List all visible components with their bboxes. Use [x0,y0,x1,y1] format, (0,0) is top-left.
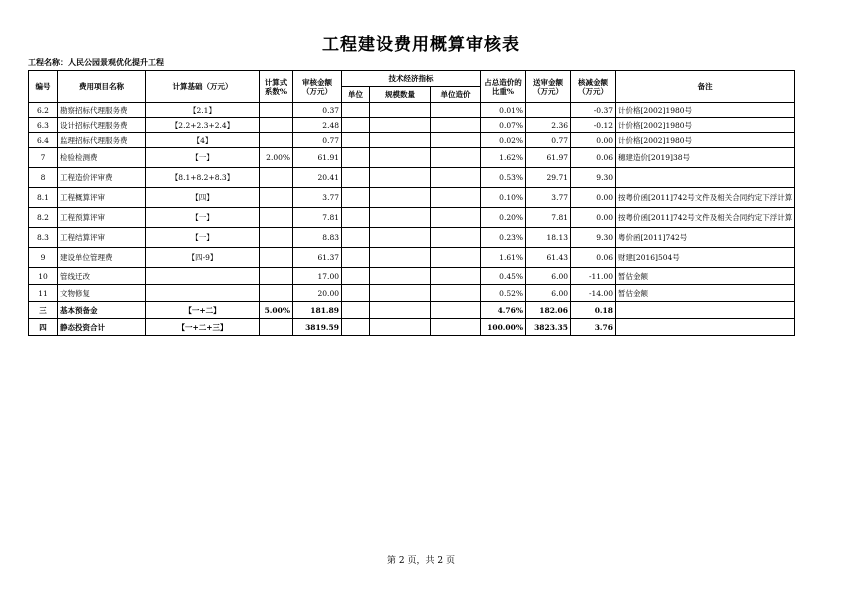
cell-audited: 3819.59 [293,319,342,336]
cell-ratio: 4.76% [481,302,526,319]
header-remark: 备注 [616,71,795,103]
cell-remark [616,168,795,188]
table-row [29,118,795,133]
cell-unit-cost [431,188,481,208]
cell-rate: 2.00% [260,148,293,168]
cell-ratio: 0.45% [481,268,526,285]
cell-rate [260,168,293,188]
cell-basis: 【4】 [146,133,260,148]
cell-remark: 计价格[2002]1980号 [616,133,795,148]
table-row [29,168,795,188]
cell-submitted: 29.71 [526,168,571,188]
cell-scale [370,268,431,285]
cell-rate [260,228,293,248]
cell-scale [370,168,431,188]
sheet-title: 工程建设费用概算审核表 [322,35,520,55]
cell-audited: 0.77 [293,133,342,148]
cell-diff: -11.00 [571,268,616,285]
cell-unit [342,148,370,168]
cell-audited: 3.77 [293,188,342,208]
cell-no: 8 [29,168,58,188]
cell-unit-cost [431,133,481,148]
header-tech: 技术经济指标 [342,71,481,87]
header-unit: 单位 [342,87,370,103]
cell-no: 四 [29,319,58,336]
header-audited: 审核金额（万元） [293,71,342,103]
cell-unit [342,248,370,268]
cell-basis: 【一+二+三】 [146,319,260,336]
cell-name: 工程结算评审 [58,228,146,248]
cell-basis: 【一+二】 [146,302,260,319]
cell-name: 静态投资合计 [58,319,146,336]
cell-unit [342,103,370,118]
cell-no: 6.4 [29,133,58,148]
cell-name: 管线迁改 [58,268,146,285]
cell-submitted: 6.00 [526,268,571,285]
cell-ratio: 100.00% [481,319,526,336]
cell-name: 工程造价评审费 [58,168,146,188]
cell-unit [342,168,370,188]
cell-rate [260,133,293,148]
cell-unit [342,188,370,208]
cell-diff: 0.00 [571,133,616,148]
cell-submitted: 61.43 [526,248,571,268]
cell-remark: 按粤价函[2011]742号文件及相关合同约定下浮计算 [616,208,795,228]
cell-diff: 0.18 [571,302,616,319]
table-row [29,319,795,336]
cell-name: 检验检测费 [58,148,146,168]
cell-basis: 【一】 [146,208,260,228]
cell-unit-cost [431,148,481,168]
cell-scale [370,103,431,118]
cell-submitted: 7.81 [526,208,571,228]
cell-audited: 2.48 [293,118,342,133]
cell-unit-cost [431,228,481,248]
cell-rate [260,118,293,133]
cell-no: 6.3 [29,118,58,133]
cell-unit-cost [431,208,481,228]
cell-scale [370,319,431,336]
cell-scale [370,248,431,268]
cell-submitted: 18.13 [526,228,571,248]
cell-unit [342,302,370,319]
cell-name: 基本预备金 [58,302,146,319]
cell-no: 9 [29,248,58,268]
cell-ratio: 0.23% [481,228,526,248]
cell-scale [370,228,431,248]
cell-submitted [526,103,571,118]
cell-submitted: 61.97 [526,148,571,168]
cell-diff: 0.00 [571,188,616,208]
cell-submitted: 6.00 [526,285,571,302]
project-name: 工程名称：人民公园景观优化提升工程 [28,57,164,67]
cell-no: 11 [29,285,58,302]
cell-scale [370,302,431,319]
cell-ratio: 1.61% [481,248,526,268]
cell-unit-cost [431,285,481,302]
cell-name: 监理招标代理服务费 [58,133,146,148]
header-no: 编号 [29,71,58,103]
cell-no: 8.3 [29,228,58,248]
cell-audited: 0.37 [293,103,342,118]
cell-no: 7 [29,148,58,168]
table-row [29,285,795,302]
cell-unit-cost [431,168,481,188]
cell-scale [370,188,431,208]
cell-basis [146,268,260,285]
cell-scale [370,208,431,228]
budget-table [28,70,795,336]
table-row [29,228,795,248]
cell-diff: 3.76 [571,319,616,336]
cell-basis: 【一】 [146,148,260,168]
cell-ratio: 1.62% [481,148,526,168]
cell-unit-cost [431,118,481,133]
cell-name: 设计招标代理服务费 [58,118,146,133]
cell-name: 文物修复 [58,285,146,302]
cell-audited: 7.81 [293,208,342,228]
header-name: 费用项目名称 [58,71,146,103]
table-row [29,133,795,148]
cell-scale [370,133,431,148]
cell-diff: 0.00 [571,208,616,228]
header-diff: 核减金额（万元） [571,71,616,103]
cell-basis: 【四-9】 [146,248,260,268]
cell-ratio: 0.20% [481,208,526,228]
page-footer: 第 2 页，共 2 页 [387,556,455,566]
cell-submitted: 3823.35 [526,319,571,336]
cell-audited: 61.91 [293,148,342,168]
header-basis: 计算基础（万元） [146,71,260,103]
cell-unit [342,268,370,285]
cell-unit-cost [431,319,481,336]
cell-name: 工程概算评审 [58,188,146,208]
cell-no: 8.1 [29,188,58,208]
cell-diff: 0.06 [571,248,616,268]
cell-rate: 5.00% [260,302,293,319]
cell-remark: 粤价函[2011]742号 [616,228,795,248]
cell-diff: -0.37 [571,103,616,118]
cell-unit-cost [431,248,481,268]
cell-audited: 61.37 [293,248,342,268]
header-submitted: 送审金额（万元） [526,71,571,103]
table-row [29,302,795,319]
cell-audited: 8.83 [293,228,342,248]
cell-basis: 【一】 [146,228,260,248]
cell-remark: 计价格[2002]1980号 [616,118,795,133]
cell-ratio: 0.02% [481,133,526,148]
cell-basis: 【四】 [146,188,260,208]
cell-rate [260,248,293,268]
cell-rate [260,103,293,118]
cell-diff: 0.06 [571,148,616,168]
cell-ratio: 0.07% [481,118,526,133]
cell-unit-cost [431,268,481,285]
cell-rate [260,208,293,228]
header-unit-cost: 单位造价 [431,87,481,103]
cell-name: 勘察招标代理服务费 [58,103,146,118]
cell-no: 6.2 [29,103,58,118]
cell-audited: 20.41 [293,168,342,188]
cell-unit [342,208,370,228]
cell-diff: -14.00 [571,285,616,302]
cell-rate [260,285,293,302]
cell-submitted: 3.77 [526,188,571,208]
cell-diff: -0.12 [571,118,616,133]
cell-unit [342,228,370,248]
header-ratio: 占总造价的比重% [481,71,526,103]
cell-rate [260,188,293,208]
cell-name: 工程预算评审 [58,208,146,228]
cell-scale [370,148,431,168]
cell-basis: 【8.1+8.2+8.3】 [146,168,260,188]
cell-unit-cost [431,302,481,319]
cell-remark: 财建[2016]504号 [616,248,795,268]
cell-remark: 暂估金额 [616,268,795,285]
cell-basis [146,285,260,302]
cell-ratio: 0.01% [481,103,526,118]
cell-audited: 20.00 [293,285,342,302]
cell-unit-cost [431,103,481,118]
cell-submitted: 2.36 [526,118,571,133]
cell-scale [370,285,431,302]
cell-ratio: 0.53% [481,168,526,188]
cell-audited: 17.00 [293,268,342,285]
cell-basis: 【2.2+2.3+2.4】 [146,118,260,133]
cell-remark: 计价格[2002]1980号 [616,103,795,118]
cell-no: 三 [29,302,58,319]
cell-unit [342,118,370,133]
cell-audited: 181.89 [293,302,342,319]
cell-scale [370,118,431,133]
table-row [29,148,795,168]
cell-unit [342,319,370,336]
cell-no: 8.2 [29,208,58,228]
table-body [29,103,795,336]
cell-remark [616,302,795,319]
cell-remark: 穗建造价[2019]38号 [616,148,795,168]
cell-remark [616,319,795,336]
cell-remark: 暂估金额 [616,285,795,302]
cell-ratio: 0.52% [481,285,526,302]
cell-rate [260,319,293,336]
header-rate: 计算式系数% [260,71,293,103]
header-scale: 规模数量 [370,87,431,103]
cell-diff: 9.30 [571,228,616,248]
cell-basis: 【2.1】 [146,103,260,118]
cell-unit [342,133,370,148]
table-row [29,268,795,285]
table-row [29,248,795,268]
cell-unit [342,285,370,302]
table-row [29,208,795,228]
cell-diff: 9.30 [571,168,616,188]
table-row [29,188,795,208]
cell-remark: 按粤价函[2011]742号文件及相关合同约定下浮计算 [616,188,795,208]
cell-rate [260,268,293,285]
cell-ratio: 0.10% [481,188,526,208]
cell-name: 建设单位管理费 [58,248,146,268]
cell-no: 10 [29,268,58,285]
table-row [29,103,795,118]
cell-submitted: 182.06 [526,302,571,319]
cell-submitted: 0.77 [526,133,571,148]
